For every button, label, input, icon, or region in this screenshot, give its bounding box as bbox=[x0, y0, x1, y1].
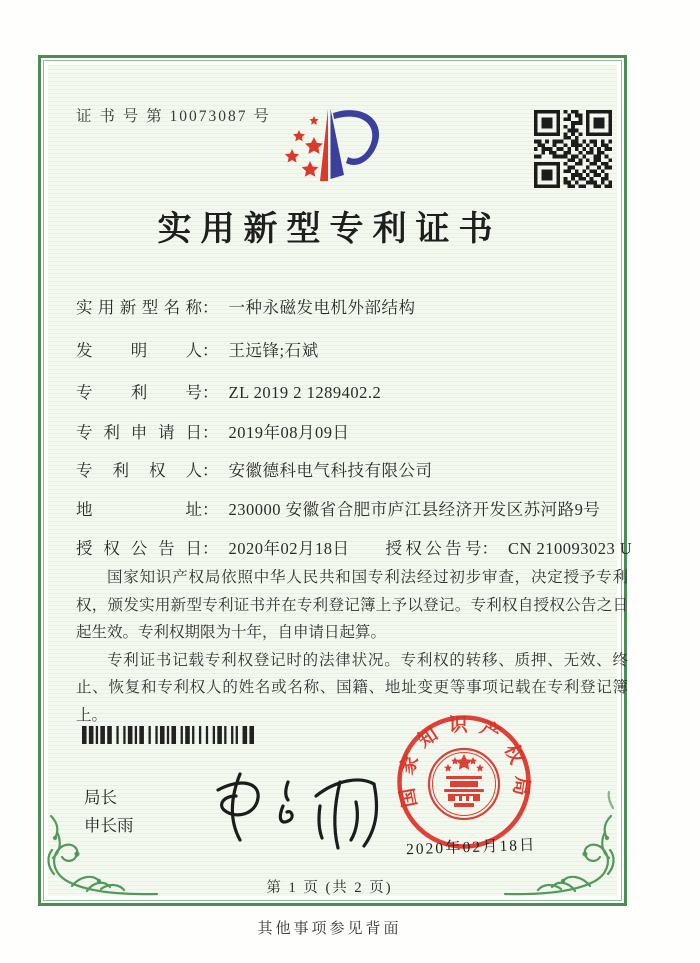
field-label: 实用新型名称 bbox=[76, 298, 202, 317]
field-row-patentee bbox=[76, 457, 433, 481]
field-label: 专利申请日 bbox=[76, 423, 202, 442]
page-indicator: 第 1 页 (共 2 页) bbox=[266, 880, 393, 896]
field-colon: ： bbox=[202, 500, 219, 519]
field-colon: ： bbox=[481, 539, 498, 558]
certificate-number: 证 书 号 第 10073087 号 bbox=[76, 108, 271, 125]
field-row-grant-date bbox=[76, 535, 632, 559]
field-row-filing-date bbox=[76, 419, 350, 443]
field-label: 专利权人 bbox=[76, 461, 202, 480]
signer-title: 局长 bbox=[84, 789, 117, 807]
field-colon: ： bbox=[202, 341, 219, 360]
field-value: 2020年02月18日 bbox=[228, 539, 350, 558]
field-colon: ： bbox=[202, 383, 219, 402]
qr-code bbox=[534, 110, 612, 188]
legal-paragraph-2: 专利证书记载专利权登记时的法律状况。专利权的转移、质押、无效、终止、恢复和专利权人的姓名或名称、国籍、地址变更等事项记载在专利登记簿上。 bbox=[76, 651, 628, 724]
legal-paragraph-1: 国家知识产权局依照中华人民共和国专利法经过初步审查，决定授予专利权，颁发实用新型专利证书并在专利登记簿上予以登记。专利权自授权公告之日起生效。专利权期限为十年，自申请日起算。 bbox=[76, 569, 628, 641]
field-label: 专利号 bbox=[76, 383, 202, 402]
field-row-patent-number bbox=[76, 379, 381, 403]
field-label: 发明人 bbox=[76, 341, 202, 360]
field-value: ZL 2019 2 1289402.2 bbox=[228, 383, 382, 402]
signer-name: 申长雨 bbox=[84, 817, 134, 835]
field-value: 王远锋;石斌 bbox=[228, 341, 319, 360]
seal-text: 国家知识产权局 bbox=[395, 714, 533, 809]
field-colon: ： bbox=[202, 423, 219, 442]
national-emblem-icon bbox=[429, 749, 499, 819]
field-row-inventors bbox=[76, 337, 319, 361]
back-note: 其他事项参见背面 bbox=[257, 921, 402, 937]
cnipa-logo-icon bbox=[262, 99, 402, 195]
seal-date: 2020年02月18日 bbox=[405, 836, 537, 859]
field-value: 安徽德科电气科技有限公司 bbox=[228, 461, 433, 480]
field-grant-number bbox=[386, 535, 633, 559]
field-value: 2019年08月09日 bbox=[228, 423, 350, 442]
field-label: 地址 bbox=[76, 500, 202, 519]
director-signature bbox=[188, 760, 398, 855]
field-value: 一种永磁发电机外部结构 bbox=[228, 298, 416, 317]
signer-block bbox=[84, 784, 134, 840]
legal-statement bbox=[76, 564, 628, 729]
field-label: 授权公告号 bbox=[385, 539, 482, 558]
field-row-name bbox=[76, 294, 416, 318]
official-seal bbox=[394, 712, 534, 852]
field-colon: ： bbox=[202, 298, 219, 317]
field-colon: ： bbox=[202, 461, 219, 480]
field-value: CN 210093023 U bbox=[508, 539, 633, 558]
certificate-title: 实用新型专利证书 bbox=[157, 211, 502, 248]
barcode bbox=[82, 726, 254, 744]
field-value: 230000 安徽省合肥市庐江县经济开发区苏河路9号 bbox=[228, 500, 601, 519]
field-label: 授权公告日 bbox=[76, 539, 202, 558]
field-colon: ： bbox=[202, 539, 219, 558]
field-row-address bbox=[76, 496, 600, 520]
